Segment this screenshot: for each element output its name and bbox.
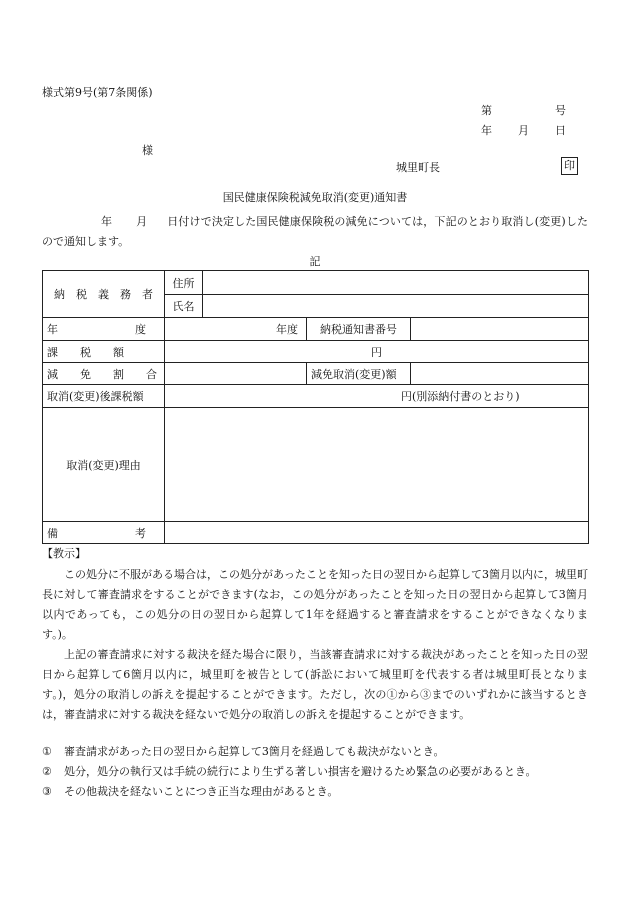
reduction-cancel-value [411,363,589,385]
after-tax-value: 円(別添納付書のとおり) [165,385,589,408]
date-day: 日 [555,124,566,137]
table-row [43,271,589,295]
date-year: 年 [481,124,492,137]
tax-amount-label: 課 税 額 [43,341,165,363]
remarks-value [165,522,589,544]
item-number: ① [42,745,52,758]
item-text: 処分，処分の執行又は手続の続行により生ずる著しい損害を避けるため緊急の必要があるとき。 [64,765,537,778]
table-row [43,341,589,363]
number-suffix: 号 [555,104,566,117]
address-label: 住所 [165,271,203,295]
ki-heading: 記 [309,255,321,268]
instruction-paragraph-2: 上記の審査請求に対する裁決を経た場合に限り，当該審査請求に対する裁決があったことを知った日の翌日から起算して6箇月以内に，城里町を被告として(訴訟において城里町を代表する者は城里町長となります。)，処分の取消しの訴えを提起することができます。ただし，次の①から③までのいずれかに該当するときは，審査請求に対する裁決を経ないで処分の取消しの訴えを提起することができます。 [42,648,588,721]
table-row [43,408,589,522]
list-item [42,742,444,762]
reduction-cancel-label: 減免取消(変更)額 [307,363,411,385]
taxpayer-label: 納 税 義 務 者 [43,271,165,318]
seal-mark: 印 [561,157,578,175]
fiscal-year-value: 年度 [165,318,307,341]
intro-paragraph [42,212,588,252]
instruction-heading: 【教示】 [42,547,86,560]
list-item [42,762,537,782]
table-row [43,318,589,341]
item-text: 審査請求があった日の翌日から起算して3箇月を経過しても裁決がないとき。 [64,745,445,758]
address-value [203,271,589,295]
item-number: ② [42,765,52,778]
name-value [203,295,589,318]
notice-number-label: 納税通知書番号 [307,318,411,341]
reason-value [165,408,589,522]
intro-year: 年 [101,215,113,228]
item-text: その他裁決を経ないことにつき正当な理由があるとき。 [64,785,339,798]
intro-text: 日付けで決定した国民健康保険税の減免については，下記のとおり取消し(変更)したので通知します。 [42,215,588,248]
item-number: ③ [42,785,52,798]
reduction-rate-label: 減 免 割 合 [43,363,165,385]
after-tax-label: 取消(変更)後課税額 [43,385,165,408]
form-number: 様式第9号(第7条関係) [42,86,153,99]
addressee-honorific: 様 [142,144,153,157]
remarks-label: 備 考 [43,522,165,544]
table-row [43,522,589,544]
table-row [43,363,589,385]
document-title: 国民健康保険税減免取消(変更)通知書 [222,191,408,204]
reason-label: 取消(変更)理由 [43,408,165,522]
table-row [43,385,589,408]
date-month: 月 [518,124,529,137]
notice-table [42,270,589,544]
tax-amount-unit: 円 [165,341,589,363]
issuer: 城里町長 [396,161,440,174]
notice-number-value [411,318,589,341]
fiscal-year-label: 年 度 [43,318,165,341]
reduction-rate-value [165,363,307,385]
intro-month: 月 [136,215,148,228]
name-label: 氏名 [165,295,203,318]
instruction-paragraph-1: この処分に不服がある場合は，この処分があったことを知った日の翌日から起算して3箇月以内に，城里町長に対して審査請求をすることができます(なお，この処分があったことを知った日の翌日から起算して3箇月以内であっても，この処分の日の翌日から起算して1年を経過すると審査請求をすることができなくなります。)。 [42,568,588,641]
number-prefix: 第 [481,104,492,117]
list-item [42,782,338,802]
